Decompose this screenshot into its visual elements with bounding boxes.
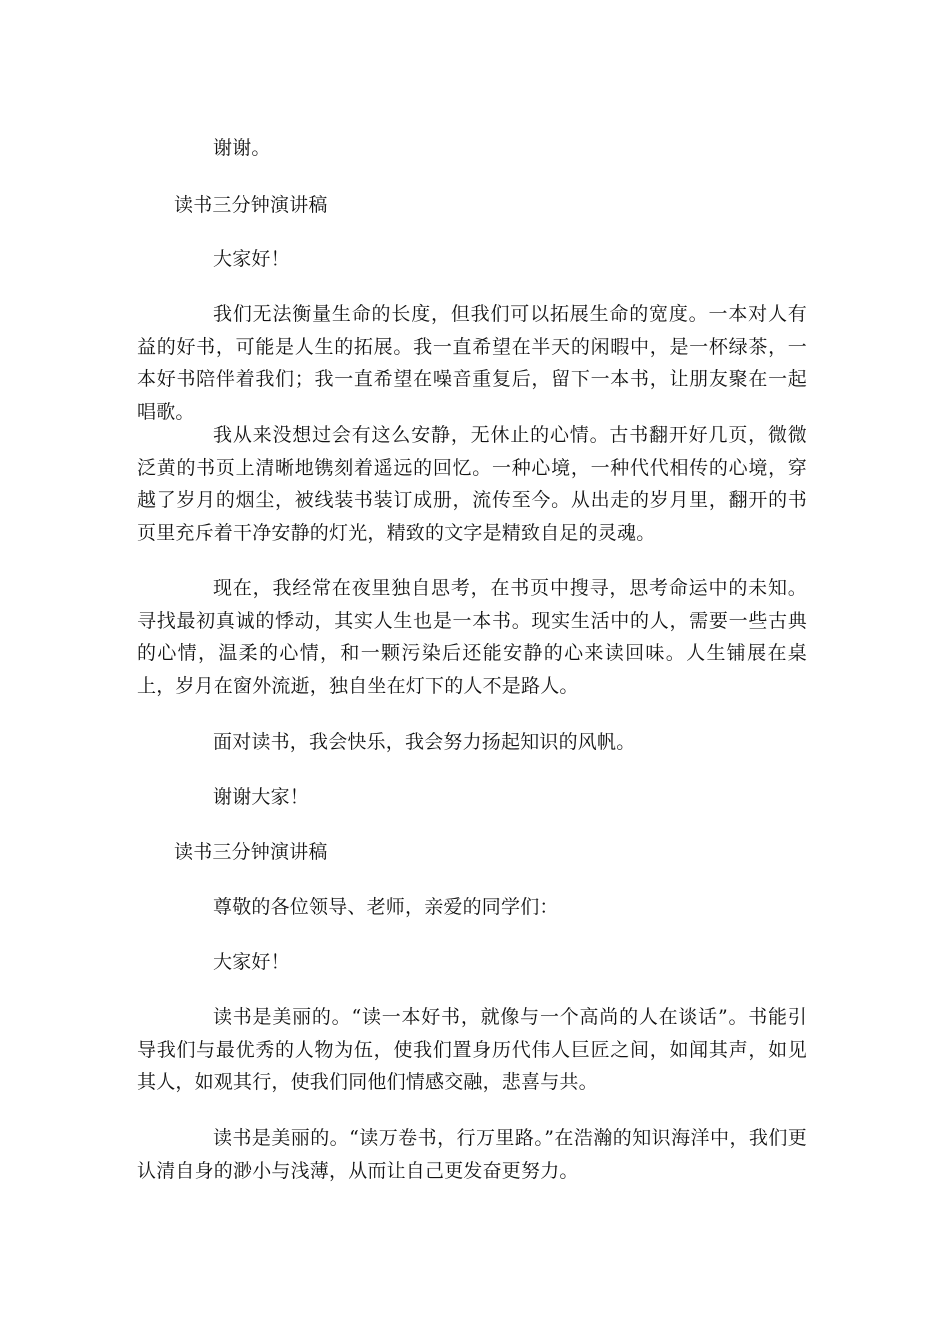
salutation: 尊敬的各位领导、老师，亲爱的同学们：	[213, 896, 559, 918]
paragraph-reading-beautiful-2: 读书是美丽的。“读万卷书，行万里路。”在浩瀚的知识海洋中，我们更认清自身的渺小与浅薄，从而让自己更发奋更努力。	[137, 1127, 807, 1182]
greeting-2: 大家好！	[213, 951, 290, 973]
section-heading-1: 读书三分钟演讲稿	[174, 194, 328, 216]
paragraph-life-width: 我们无法衡量生命的长度，但我们可以拓展生命的宽度。一本对人有益的好书，可能是人生的拓展。我一直希望在半天的闲暇中，是一杯绿茶，一本好书陪伴着我们；我一直希望在噪音重复后，留下一本书，让朋友聚在一起唱歌。	[137, 303, 807, 423]
paragraph-night-thinking: 现在，我经常在夜里独自思考，在书页中搜寻，思考命运中的未知。寻找最初真诚的悸动，其实人生也是一本书。现实生活中的人，需要一些古典的心情，温柔的心情，和一颗污染后还能安静的心来读回味。人生铺展在桌上，岁月在窗外流逝，独自坐在灯下的人不是路人。	[137, 577, 807, 697]
paragraph-reading-beautiful-1: 读书是美丽的。“读一本好书，就像与一个高尚的人在谈话”。书能引导我们与最优秀的人物为伍，使我们置身历代伟人巨匠之间，如闻其声，如见其人，如观其行，使我们同他们情感交融，悲喜与共。	[137, 1006, 807, 1093]
paragraph-reading-joy: 面对读书，我会快乐，我会努力扬起知识的风帆。	[213, 731, 636, 753]
closing-thanks: 谢谢。	[213, 137, 271, 159]
paragraph-old-books: 我从来没想过会有这么安静，无休止的心情。古书翻开好几页，微微泛黄的书页上清晰地镌刻着遥远的回忆。一种心境，一种代代相传的心境，穿越了岁月的烟尘，被线装书装订成册，流传至今。从出走的岁月里，翻开的书页里充斥着干净安静的灯光，精致的文字是精致自足的灵魂。	[137, 424, 807, 544]
section-heading-2: 读书三分钟演讲稿	[174, 841, 328, 863]
greeting-1: 大家好！	[213, 248, 290, 270]
thanks-everyone: 谢谢大家！	[213, 786, 310, 808]
